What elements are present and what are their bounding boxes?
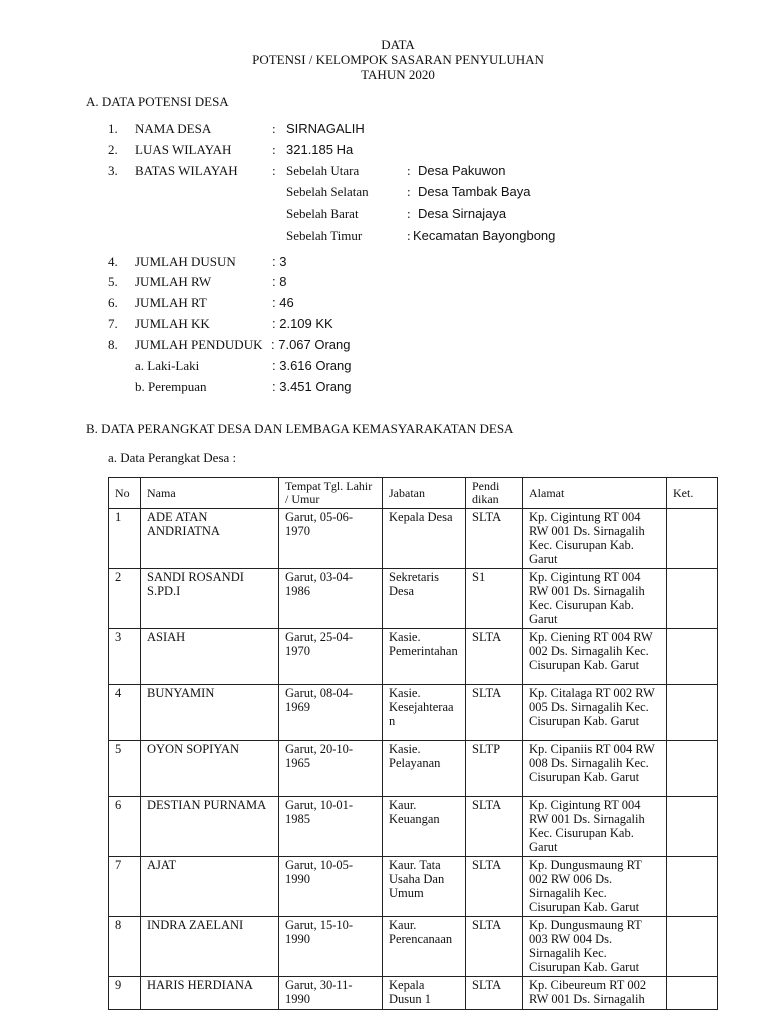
item-num: 3. <box>108 163 118 178</box>
header-nama: Nama <box>141 478 279 509</box>
count-value: : 3 <box>272 254 287 269</box>
cell-jabatan: Kasie. Pemerintahan <box>383 629 466 685</box>
header-no: No <box>109 478 141 509</box>
item-sep: : <box>272 121 276 136</box>
cell-pendidikan: S1 <box>466 569 523 629</box>
cell-alamat: Kp. Dungusmaung RT 002 RW 006 Ds. Sirnagalih Kec. Cisurupan Kab. Garut <box>523 857 667 917</box>
border-side: Sebelah Selatan <box>286 184 369 199</box>
item-num: 1. <box>108 121 118 136</box>
count-num: 6. <box>108 295 118 310</box>
cell-nama: DESTIAN PURNAMA <box>141 797 279 857</box>
cell-alamat: Kp. Cibeureum RT 002 RW 001 Ds. Sirnagalih <box>523 977 667 1010</box>
cell-nama: BUNYAMIN <box>141 685 279 741</box>
cell-ttl: Garut, 10-05-1990 <box>279 857 383 917</box>
cell-ket <box>667 741 718 797</box>
gender-value: : 3.451 Orang <box>272 379 352 394</box>
section-b-heading: B. DATA PERANGKAT DESA DAN LEMBAGA KEMASYARAKATAN DESA <box>86 421 514 436</box>
header-pendidikan: Pendi dikan <box>466 478 523 509</box>
count-value: : 8 <box>272 274 287 289</box>
item-label: LUAS WILAYAH <box>135 142 232 157</box>
doc-title-line1: DATA <box>381 37 415 52</box>
border-value: Desa Tambak Baya <box>418 184 531 199</box>
cell-no: 8 <box>109 917 141 977</box>
count-num: 5. <box>108 274 118 289</box>
cell-jabatan: Kepala Dusun 1 <box>383 977 466 1010</box>
cell-alamat: Kp. Cigintung RT 004 RW 001 Ds. Sirnagalih Kec. Cisurupan Kab. Garut <box>523 569 667 629</box>
cell-nama: AJAT <box>141 857 279 917</box>
table-row <box>109 977 718 1010</box>
border-value: Kecamatan Bayongbong <box>413 228 556 243</box>
section-b-subheading: a. Data Perangkat Desa : <box>108 450 237 465</box>
border-value: Desa Sirnajaya <box>418 206 507 221</box>
cell-ket <box>667 629 718 685</box>
cell-no: 6 <box>109 797 141 857</box>
cell-jabatan: Kasie. Kesejahteraan <box>383 685 466 741</box>
header-jabatan: Jabatan <box>383 478 466 509</box>
cell-ket <box>667 509 718 569</box>
count-label: JUMLAH PENDUDUK <box>135 337 263 352</box>
item-sep: : <box>272 163 276 178</box>
table-row <box>109 629 718 685</box>
table-row <box>109 917 718 977</box>
border-sep: : <box>407 184 411 199</box>
cell-ket <box>667 917 718 977</box>
cell-alamat: Kp. Cigintung RT 004 RW 001 Ds. Sirnagalih Kec. Cisurupan Kab. Garut <box>523 797 667 857</box>
item-label: NAMA DESA <box>135 121 212 136</box>
cell-pendidikan: SLTA <box>466 629 523 685</box>
cell-alamat: Kp. Cipaniis RT 004 RW 008 Ds. Sirnagalih Kec. Cisurupan Kab. Garut <box>523 741 667 797</box>
cell-jabatan: Kaur. Keuangan <box>383 797 466 857</box>
count-value: : 7.067 Orang <box>271 337 351 352</box>
cell-alamat: Kp. Ciening RT 004 RW 002 Ds. Sirnagalih Kec. Cisurupan Kab. Garut <box>523 629 667 685</box>
border-sep: : <box>407 228 411 243</box>
cell-ttl: Garut, 20-10-1965 <box>279 741 383 797</box>
header-ket: Ket. <box>667 478 718 509</box>
cell-no: 1 <box>109 509 141 569</box>
table-row <box>109 685 718 741</box>
cell-no: 2 <box>109 569 141 629</box>
item-value: 321.185 Ha <box>286 142 354 157</box>
count-label: JUMLAH KK <box>135 316 210 331</box>
table-row <box>109 741 718 797</box>
cell-nama: HARIS HERDIANA <box>141 977 279 1010</box>
cell-jabatan: Kaur. Tata Usaha Dan Umum <box>383 857 466 917</box>
header-ttl: Tempat Tgl. Lahir / Umur <box>279 478 383 509</box>
count-value: : 2.109 KK <box>272 316 333 331</box>
count-num: 7. <box>108 316 118 331</box>
cell-nama: ADE ATAN ANDRIATNA <box>141 509 279 569</box>
count-label: JUMLAH RW <box>135 274 212 289</box>
cell-ttl: Garut, 25-04-1970 <box>279 629 383 685</box>
cell-ttl: Garut, 08-04-1969 <box>279 685 383 741</box>
border-value: Desa Pakuwon <box>418 163 506 178</box>
item-label: BATAS WILAYAH <box>135 163 238 178</box>
cell-pendidikan: SLTA <box>466 685 523 741</box>
cell-ttl: Garut, 03-04-1986 <box>279 569 383 629</box>
cell-pendidikan: SLTA <box>466 977 523 1010</box>
doc-title-line3: TAHUN 2020 <box>361 67 435 82</box>
cell-no: 9 <box>109 977 141 1010</box>
gender-value: : 3.616 Orang <box>272 358 352 373</box>
gender-label: b. Perempuan <box>135 379 207 394</box>
cell-nama: ASIAH <box>141 629 279 685</box>
staff-table <box>108 477 718 1010</box>
cell-no: 3 <box>109 629 141 685</box>
count-label: JUMLAH RT <box>135 295 207 310</box>
table-header-row <box>109 478 718 509</box>
border-sep: : <box>407 163 411 178</box>
cell-pendidikan: SLTA <box>466 917 523 977</box>
cell-ttl: Garut, 15-10-1990 <box>279 917 383 977</box>
cell-alamat: Kp. Citalaga RT 002 RW 005 Ds. Sirnagalih Kec. Cisurupan Kab. Garut <box>523 685 667 741</box>
cell-ttl: Garut, 30-11-1990 <box>279 977 383 1010</box>
doc-title-line2: POTENSI / KELOMPOK SASARAN PENYULUHAN <box>252 52 544 67</box>
table-row <box>109 569 718 629</box>
count-value: : 46 <box>272 295 294 310</box>
cell-no: 5 <box>109 741 141 797</box>
cell-pendidikan: SLTP <box>466 741 523 797</box>
border-side: Sebelah Utara <box>286 163 360 178</box>
count-label: JUMLAH DUSUN <box>135 254 236 269</box>
cell-ttl: Garut, 10-01-1985 <box>279 797 383 857</box>
cell-ket <box>667 977 718 1010</box>
cell-alamat: Kp. Dungusmaung RT 003 RW 004 Ds. Sirnagalih Kec. Cisurupan Kab. Garut <box>523 917 667 977</box>
cell-pendidikan: SLTA <box>466 797 523 857</box>
count-num: 4. <box>108 254 118 269</box>
cell-ket <box>667 857 718 917</box>
cell-pendidikan: SLTA <box>466 509 523 569</box>
cell-alamat: Kp. Cigintung RT 004 RW 001 Ds. Sirnagalih Kec. Cisurupan Kab. Garut <box>523 509 667 569</box>
cell-jabatan: Kasie. Pelayanan <box>383 741 466 797</box>
cell-no: 4 <box>109 685 141 741</box>
cell-jabatan: Kepala Desa <box>383 509 466 569</box>
cell-nama: INDRA ZAELANI <box>141 917 279 977</box>
table-row <box>109 797 718 857</box>
gender-label: a. Laki-Laki <box>135 358 200 373</box>
table-row <box>109 509 718 569</box>
item-num: 2. <box>108 142 118 157</box>
cell-ket <box>667 685 718 741</box>
cell-nama: SANDI ROSANDI S.PD.I <box>141 569 279 629</box>
item-sep: : <box>272 142 276 157</box>
cell-ket <box>667 797 718 857</box>
cell-jabatan: Kaur. Perencanaan <box>383 917 466 977</box>
border-side: Sebelah Timur <box>286 228 363 243</box>
cell-ket <box>667 569 718 629</box>
section-a-heading: A. DATA POTENSI DESA <box>86 94 229 109</box>
cell-jabatan: Sekretaris Desa <box>383 569 466 629</box>
cell-nama: OYON SOPIYAN <box>141 741 279 797</box>
cell-pendidikan: SLTA <box>466 857 523 917</box>
table-row <box>109 857 718 917</box>
border-side: Sebelah Barat <box>286 206 359 221</box>
item-value: SIRNAGALIH <box>286 121 365 136</box>
border-sep: : <box>407 206 411 221</box>
cell-no: 7 <box>109 857 141 917</box>
header-alamat: Alamat <box>523 478 667 509</box>
cell-ttl: Garut, 05-06-1970 <box>279 509 383 569</box>
count-num: 8. <box>108 337 118 352</box>
